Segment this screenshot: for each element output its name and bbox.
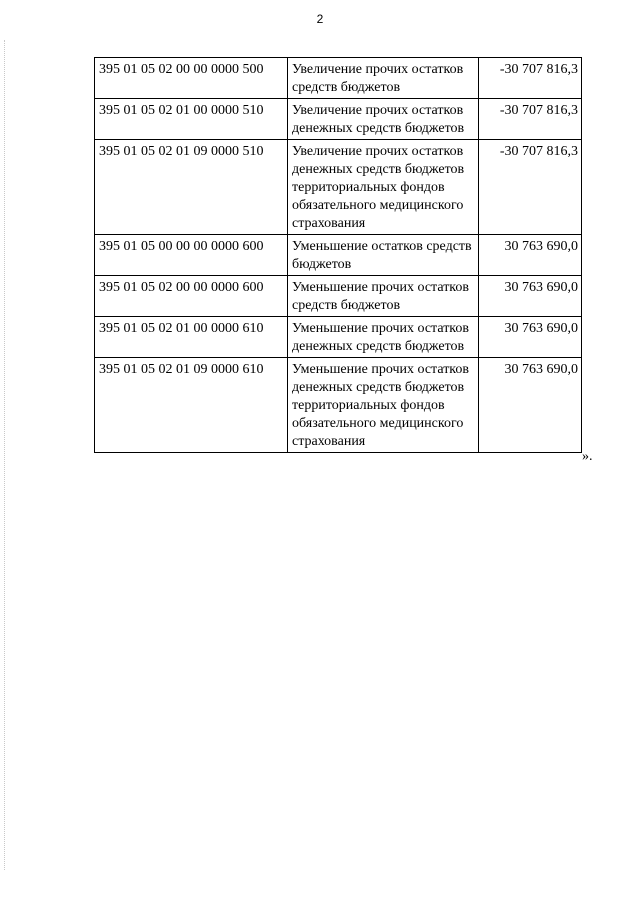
- name-cell: Увеличение прочих остатков денежных средств бюджетов территориальных фондов обязательного медицинского страхования: [288, 140, 479, 235]
- amount-cell: -30 707 816,3: [479, 58, 582, 99]
- scan-margin-line: [4, 40, 6, 870]
- name-cell: Уменьшение прочих остатков денежных средств бюджетов: [288, 317, 479, 358]
- amount-cell: 30 763 690,0: [479, 317, 582, 358]
- code-cell: 395 01 05 02 00 00 0000 500: [95, 58, 288, 99]
- code-cell: 395 01 05 02 01 09 0000 510: [95, 140, 288, 235]
- table-row: [95, 58, 582, 99]
- code-cell: 395 01 05 02 01 00 0000 610: [95, 317, 288, 358]
- code-cell: 395 01 05 02 01 09 0000 610: [95, 358, 288, 453]
- amount-cell: 30 763 690,0: [479, 235, 582, 276]
- amount-cell: 30 763 690,0: [479, 276, 582, 317]
- code-cell: 395 01 05 02 01 00 0000 510: [95, 99, 288, 140]
- closing-quote: ».: [582, 449, 593, 464]
- table-row: [95, 235, 582, 276]
- table-row: [95, 140, 582, 235]
- table-row: [95, 358, 582, 453]
- table-row: [95, 317, 582, 358]
- name-cell: Уменьшение прочих остатков денежных средств бюджетов территориальных фондов обязательного медицинского страхования: [288, 358, 479, 453]
- table-row: [95, 276, 582, 317]
- name-cell: Увеличение прочих остатков денежных средств бюджетов: [288, 99, 479, 140]
- budget-sources-table: [94, 57, 582, 453]
- amount-cell: 30 763 690,0: [479, 358, 582, 453]
- table-row: [95, 99, 582, 140]
- amount-cell: -30 707 816,3: [479, 99, 582, 140]
- code-cell: 395 01 05 00 00 00 0000 600: [95, 235, 288, 276]
- code-cell: 395 01 05 02 00 00 0000 600: [95, 276, 288, 317]
- page-number: 2: [316, 12, 324, 26]
- amount-cell: -30 707 816,3: [479, 140, 582, 235]
- name-cell: Уменьшение прочих остатков средств бюджетов: [288, 276, 479, 317]
- name-cell: Увеличение прочих остатков средств бюджетов: [288, 58, 479, 99]
- name-cell: Уменьшение остатков средств бюджетов: [288, 235, 479, 276]
